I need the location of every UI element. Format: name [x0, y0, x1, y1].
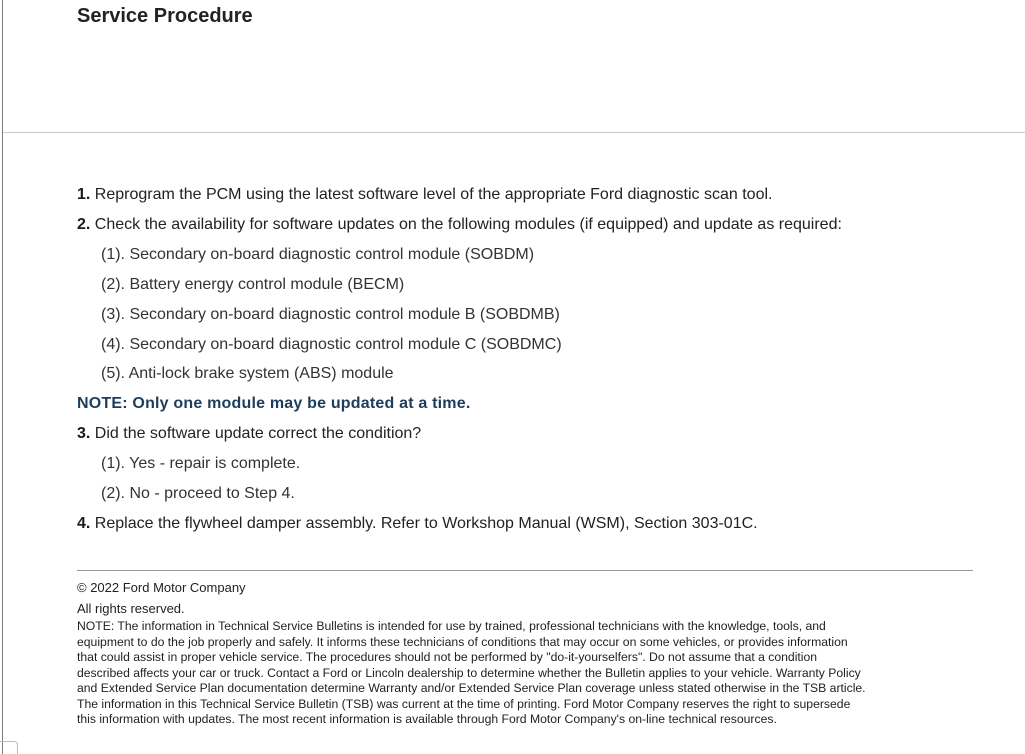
page-footer	[77, 578, 977, 728]
note-text: NOTE: Only one module may be updated at a time.	[77, 395, 471, 413]
disclaimer-line: The information in this Technical Service Bulletin (TSB) was current at the time of printing. Ford Motor Company reserves the right to supersede	[77, 696, 851, 711]
step-number: 1.	[77, 186, 91, 203]
sub-item: (1). Secondary on-board diagnostic control module (SOBDM)	[101, 245, 535, 263]
step-number: 3.	[77, 425, 91, 443]
sub-item: (2). No - proceed to Step 4.	[101, 485, 295, 503]
step-3	[77, 419, 977, 449]
step-text: Replace the flywheel damper assembly. Refer to Workshop Manual (WSM), Section 303-01C.	[90, 514, 758, 532]
disclaimer-line: equipment to do the job properly and safely. It informs these technicians of conditions that may occur on some vehicles, or provides information	[77, 634, 848, 649]
disclaimer-line: that could assist in proper vehicle service. The procedures should not be performed by "do-it-yourselfers". Do not assume that a condition	[77, 650, 818, 664]
disclaimer-text	[77, 619, 977, 728]
step-2	[77, 210, 977, 240]
page-header	[3, 0, 1025, 133]
footer-divider	[77, 570, 973, 571]
step-number: 2.	[77, 215, 91, 233]
document-page	[2, 0, 1025, 754]
sub-item: (1). Yes - repair is complete.	[101, 455, 301, 473]
step-number: 4.	[77, 514, 91, 532]
sub-item: (3). Secondary on-board diagnostic control module B (SOBDMB)	[101, 305, 560, 323]
step-4	[77, 509, 977, 539]
disclaimer-line: NOTE: The information in Technical Service Bulletins is intended for use by trained, professional technicians with the knowledge, tools, and	[77, 619, 826, 633]
step-1	[77, 180, 977, 210]
rights-text: All rights reserved.	[77, 600, 185, 616]
procedure-steps	[77, 180, 977, 539]
sub-item: (5). Anti-lock brake system (ABS) module	[101, 365, 394, 383]
disclaimer-line: described affects your car or truck. Contact a Ford or Lincoln dealership to determine whether the Bulletin applies to your vehicle. Warranty Policy	[77, 665, 861, 680]
step-text: Reprogram the PCM using the latest software level of the appropriate Ford diagnostic scan tool.	[90, 186, 773, 203]
sub-item: (2). Battery energy control module (BECM)	[101, 275, 405, 293]
page-title: Service Procedure	[77, 5, 253, 27]
sub-item: (4). Secondary on-board diagnostic control module C (SOBDMC)	[101, 335, 562, 353]
step-text: Check the availability for software updates on the following modules (if equipped) and update as required:	[90, 215, 842, 233]
disclaimer-line: this information with updates. The most recent information is available through Ford Motor Company's on-line technical resources.	[77, 712, 777, 726]
disclaimer-line: and Extended Service Plan documentation determine Warranty and/or Extended Service Plan coverage unless stated otherwise in the TSB article.	[77, 681, 866, 695]
copyright-text: © 2022 Ford Motor Company	[77, 580, 246, 595]
corner-edge	[0, 741, 18, 754]
step-text: Did the software update correct the condition?	[90, 425, 422, 443]
